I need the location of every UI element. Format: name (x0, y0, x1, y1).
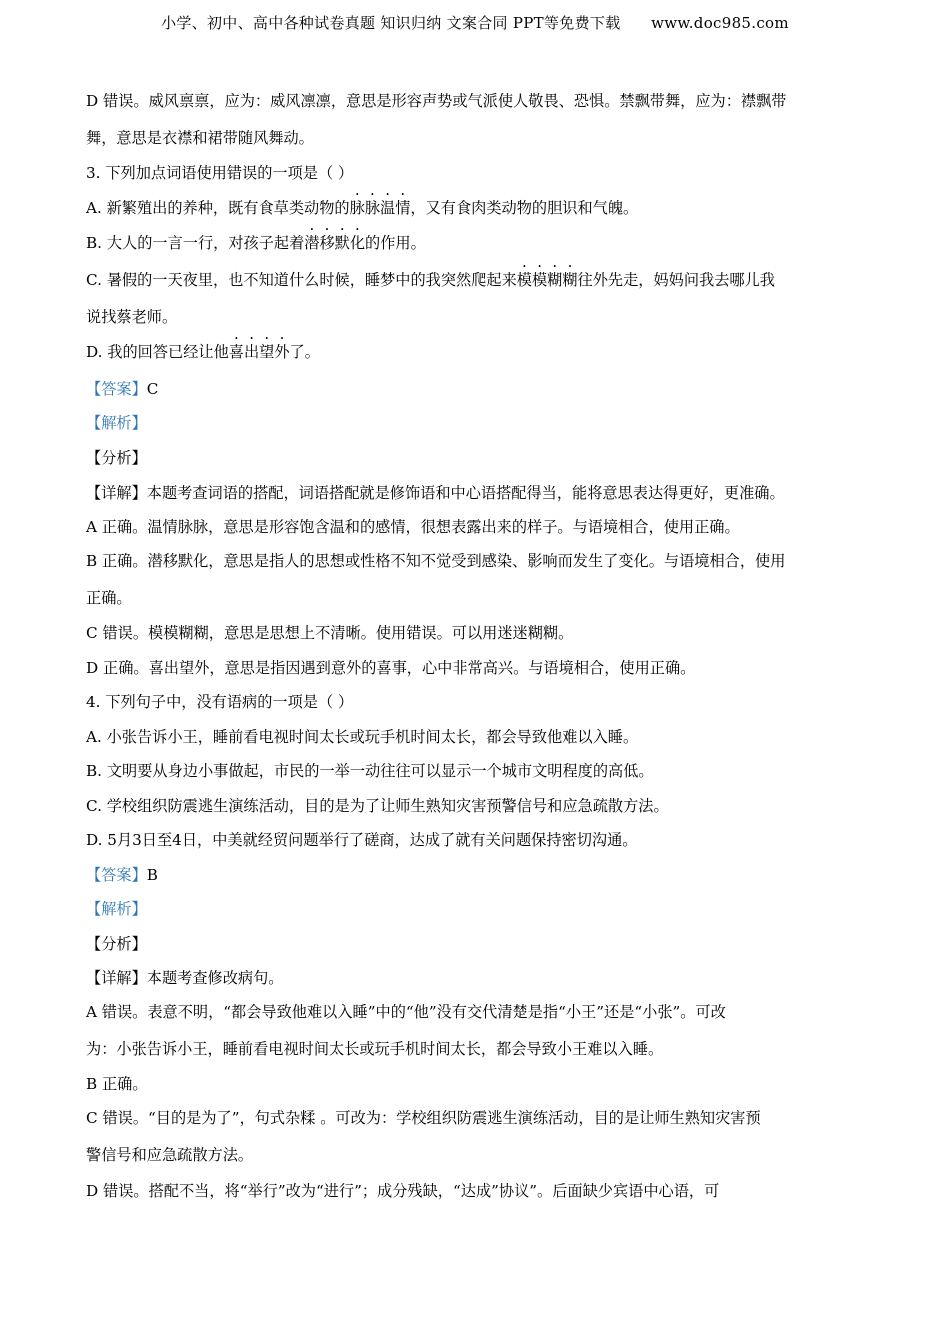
analysis-label: 【解析】 (86, 414, 147, 432)
text-line: A 错误。表意不明，“都会导致他难以入睡”中的“他”没有交代清楚是指“小王”还是“小张”。可改 (86, 1003, 726, 1021)
text-line: 舞，意思是衣襟和裙带随风舞动。 (86, 129, 314, 147)
option-4a: A. 小张告诉小王，睡前看电视时间太长或玩手机时间太长，都会导致他难以入睡。 (86, 728, 639, 746)
option-4b: B. 文明要从身边小事做起，市民的一举一动往往可以显示一个城市文明程度的高低。 (86, 762, 654, 780)
text-line: C 错误。“目的是为了”，句式杂糅 。可改为：学校组织防震逃生演练活动，目的是让师生熟知灾害预 (86, 1109, 761, 1127)
page-header: 小学、初中、高中各种试卷真题 知识归纳 文案合同 PPT等免费下载 www.doc985.com (161, 14, 789, 32)
option-3a: A. 新繁殖出的养种，既有食草类动物的脉脉温情，又有食肉类动物的胆识和气魄。 (86, 199, 639, 217)
dotted-word: 潜移默化 (304, 234, 366, 252)
text-line: 正确。 (86, 589, 132, 607)
answer-value: B (146, 866, 158, 884)
answer-label: 【答案】 (86, 866, 147, 884)
fenxi-label: 【分析】 (86, 449, 147, 467)
option-4d: D. 5月3日至4日，中美就经贸问题举行了磋商，达成了就有关问题保持密切沟通。 (86, 831, 638, 849)
text-line: 警信号和应急疏散方法。 (86, 1146, 254, 1164)
text-line: D 错误。威风禀禀，应为：威风凛凛，意思是形容声势或气派使人敬畏、恐惧。禁飘带舞，应为：襟飘带 (86, 92, 787, 110)
answer-label: 【答案】 (86, 380, 147, 398)
question-3: 3. 下列加点词语使用错误的一项是（ ） (86, 164, 354, 182)
answer-4 (86, 864, 158, 885)
answer-value: C (146, 380, 159, 398)
text-line: B 正确。 (86, 1075, 148, 1093)
detail-3: 【详解】本题考查词语的搭配，词语搭配就是修饰语和中心语搭配得当，能将意思表达得更好，更准确。 (86, 484, 785, 502)
option-3c: C. 暑假的一天夜里，也不知道什么时候，睡梦中的我突然爬起来模模糊糊往外先走，妈妈问我去哪儿我 (86, 271, 775, 289)
option-4c: C. 学校组织防震逃生演练活动，目的是为了让师生熟知灾害预警信号和应急疏散方法。 (86, 797, 669, 815)
detail-4: 【详解】本题考查修改病句。 (86, 969, 284, 987)
text-line: D 正确。喜出望外，意思是指因遇到意外的喜事，心中非常高兴。与语境相合，使用正确。 (86, 659, 696, 677)
option-3b: B. 大人的一言一行，对孩子起着潜移默化的作用。 (86, 234, 426, 252)
dotted-word: 脉脉温情 (349, 199, 411, 217)
dotted-word: 模模糊糊 (516, 271, 578, 289)
dotted-word: 喜出望外 (228, 343, 290, 361)
question-4: 4. 下列句子中，没有语病的一项是（ ） (86, 693, 354, 711)
analysis-label: 【解析】 (86, 900, 147, 918)
option-3c-cont: 说找蔡老师。 (86, 308, 178, 326)
text-line: D 错误。搭配不当，将“举行”改为“进行”；成分残缺，“达成”协议”。后面缺少宾语中心语，可 (86, 1182, 720, 1200)
fenxi-label: 【分析】 (86, 935, 147, 953)
text-line: C 错误。模模糊糊，意思是思想上不清晰。使用错误。可以用迷迷糊糊。 (86, 624, 574, 642)
text-line: A 正确。温情脉脉，意思是形容饱含温和的感情，很想表露出来的样子。与语境相合，使用正确。 (86, 518, 740, 536)
answer-3 (86, 378, 158, 399)
text-line: B 正确。潜移默化，意思是指人的思想或性格不知不觉受到感染、影响而发生了变化。与语境相合，使用 (86, 552, 786, 570)
option-3d: D. 我的回答已经让他喜出望外了。 (86, 343, 320, 361)
text-line: 为：小张告诉小王，睡前看电视时间太长或玩手机时间太长，都会导致小王难以入睡。 (86, 1040, 664, 1058)
